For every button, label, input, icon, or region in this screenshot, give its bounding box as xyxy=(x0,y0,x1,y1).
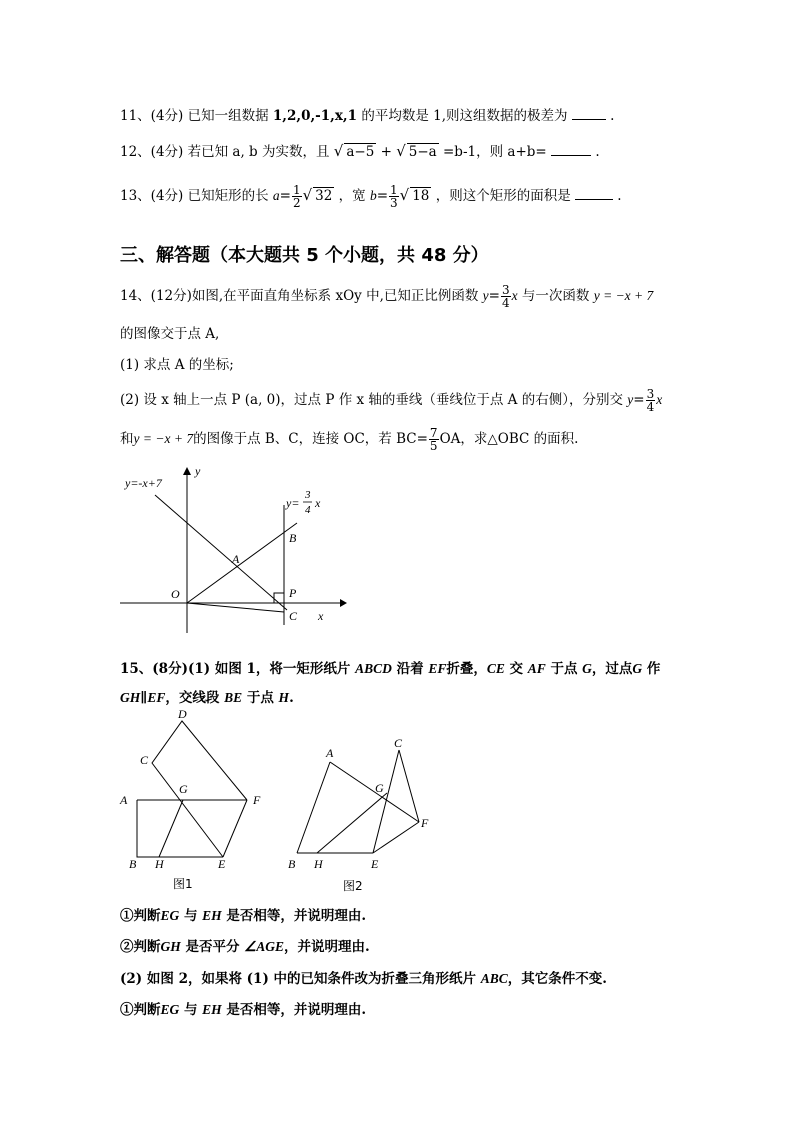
circled-one: ① xyxy=(120,1002,134,1018)
q15-sub-1 xyxy=(120,904,366,924)
q15-s1-a: 判断 xyxy=(133,908,161,924)
q15-abcd: ABCD xyxy=(355,661,392,676)
figure-2 xyxy=(285,730,445,915)
q15-s3-eg: EG xyxy=(160,1002,180,1017)
sqrt-sign: √ xyxy=(302,186,313,204)
label-f1-y: y= xyxy=(286,496,300,510)
q12-number: 12、(4分) xyxy=(120,144,184,160)
q15-s3-eh: EH xyxy=(202,1002,222,1017)
label-line-eq: y=-x+7 xyxy=(125,476,162,490)
q14-f1-x: x xyxy=(656,392,663,407)
question-14: 14、(12分)如图,在平面直角坐标系 xOy 中,已知正比例函数 y= $\frac{3}{4}$ x 与一次函数 y = −x + 7 xyxy=(120,283,654,310)
q15-line2-f: 于点 xyxy=(246,690,274,706)
fraction: $\frac{1}{3}$ xyxy=(390,183,398,210)
fig2-segment-gh xyxy=(317,793,387,853)
q13-a-var: a xyxy=(272,188,280,203)
fig1-folded-part xyxy=(152,721,247,857)
point-o: O xyxy=(171,587,180,601)
q15-sub-2 xyxy=(120,935,370,955)
answer-blank[interactable] xyxy=(575,187,613,200)
q15-sub-3 xyxy=(120,998,366,1018)
q14-f1-y: y xyxy=(482,288,489,303)
q12-radicand-1: a−5 xyxy=(346,144,375,160)
q15-p2-abc: ABC xyxy=(480,971,508,986)
q15-ef2: EF xyxy=(147,690,166,705)
fig2-label-b: B xyxy=(288,857,296,871)
line-y-three-quarters-x xyxy=(187,523,297,603)
sqrt-sign: √ xyxy=(333,142,344,160)
fig2-label-f: F xyxy=(421,816,429,830)
q13-number: 13、(4分) xyxy=(120,188,184,204)
q15-be: BE xyxy=(224,690,243,705)
question-15 xyxy=(120,657,660,677)
circled-one: ① xyxy=(120,908,134,924)
q14-part-1: (1) 求点 A 的坐标; xyxy=(120,357,234,373)
fig1-label-f: F xyxy=(253,793,261,807)
fig1-label-e: E xyxy=(218,857,226,871)
fig2-caption: 图2 xyxy=(343,879,363,893)
point-p: P xyxy=(289,586,297,600)
answer-blank[interactable] xyxy=(551,143,591,156)
fraction: $\frac{1}{2}$ xyxy=(292,183,301,210)
q14-f1-x: x xyxy=(511,288,518,303)
q13-text-a: 已知矩形的长 xyxy=(187,188,269,204)
q15-line2-d: ，交线段 xyxy=(165,690,220,706)
fig1-label-g: G xyxy=(179,782,188,796)
q13-end: . xyxy=(617,188,622,204)
point-b: B xyxy=(289,531,297,545)
q15-s1-b: 与 xyxy=(183,908,198,924)
q15-text-g: 作 xyxy=(646,661,661,677)
q15-ce: CE xyxy=(486,661,505,676)
q15-text-b: 沿着 xyxy=(396,661,424,677)
question-13: 13、(4分) 已知矩形的长 a= $\frac{1}{2}$ √ 32 ，宽 b= $\frac{1}{3}$ √ 18 ，则这个矩形的面积是 . xyxy=(120,183,622,210)
fig1-label-h: H xyxy=(155,857,164,871)
q11-end: . xyxy=(610,108,615,124)
q15-s1-eh: EH xyxy=(202,908,222,923)
q14-part-2-cont xyxy=(120,427,578,452)
q14-part2-text-c: 的图像于点 B、C，连接 OC，若 BC= xyxy=(193,431,428,447)
q15-s2-gh: GH xyxy=(160,939,181,954)
q15-s3-c: 是否相等，并说明理由. xyxy=(226,1002,367,1018)
q15-text-a: (1) 如图 1，将一矩形纸片 xyxy=(187,661,351,677)
q14-f2: y = −x + 7 xyxy=(133,431,194,446)
fraction: $\frac{7}{5}$ xyxy=(429,426,438,453)
q11-text-a: 已知一组数据 xyxy=(187,108,269,124)
fig1-label-d: D xyxy=(178,707,187,721)
fig2-segment-bc-left xyxy=(297,762,330,853)
section-heading: 三、解答题（本大题共 5 个小题，共 48 分） xyxy=(120,245,489,266)
q12-end: . xyxy=(595,144,600,160)
sqrt-sign: √ xyxy=(399,186,410,204)
q13-text-b: ，宽 xyxy=(338,188,366,204)
q12-text-a: 若已知 a, b 为实数，且 xyxy=(187,144,330,160)
fraction: $\frac{3}{4}$ xyxy=(501,283,510,310)
fig1-rectangle-part xyxy=(137,800,223,857)
q15-line-2 xyxy=(120,686,294,706)
q14-f1-y: y xyxy=(627,392,634,407)
q15-g: G xyxy=(582,661,592,676)
point-c: C xyxy=(289,609,298,623)
q15-s3-a: 判断 xyxy=(133,1002,161,1018)
q14-line-2: 的图像交于点 A, xyxy=(120,326,220,342)
fraction: $\frac{3}{4}$ xyxy=(646,387,655,414)
q15-p2-a: (2) 如图 2，如果将 (1) 中的已知条件改为折叠三角形纸片 xyxy=(120,971,477,987)
q15-p2-b: ，其它条件不变. xyxy=(507,971,607,987)
q15-number: 15、(8分) xyxy=(120,661,188,677)
coordinate-graph xyxy=(115,465,355,635)
q13-a-radicand: 32 xyxy=(315,188,333,204)
q12-plus: + xyxy=(380,144,392,160)
q15-h: H xyxy=(278,690,290,705)
y-axis-arrow xyxy=(183,467,191,475)
q15-s3-b: 与 xyxy=(183,1002,198,1018)
label-x-axis: x xyxy=(318,609,324,623)
q13-b-var: b xyxy=(369,188,377,203)
label-f1-num: 3 xyxy=(305,489,311,501)
q14-number: 14、(12分) xyxy=(120,288,192,304)
q15-g2: G xyxy=(632,661,643,676)
q15-ef: EF xyxy=(428,661,447,676)
fig2-label-e: E xyxy=(371,857,379,871)
q14-part2-text-d: OA，求△OBC 的面积. xyxy=(439,431,579,447)
fig2-segment-cf xyxy=(399,750,419,822)
question-11 xyxy=(120,104,614,124)
fig1-segment-gh xyxy=(159,800,183,857)
fig2-label-g: G xyxy=(375,781,384,795)
fig1-label-a: A xyxy=(120,793,128,807)
fig2-label-c: C xyxy=(394,736,403,750)
fig1-segment-fe xyxy=(223,800,247,857)
q15-text-d: 交 xyxy=(509,661,524,677)
q15-s1-c: 是否相等，并说明理由. xyxy=(226,908,367,924)
q14-text-b: 与一次函数 xyxy=(521,288,590,304)
fig2-label-a: A xyxy=(326,746,334,760)
x-axis-arrow xyxy=(340,599,347,607)
q15-gh: GH xyxy=(120,690,141,705)
q13-text-c: ，则这个矩形的面积是 xyxy=(435,188,571,204)
figure-1 xyxy=(115,705,285,890)
q15-parallel: ∥ xyxy=(140,690,148,706)
q15-s2-c: ，并说明理由. xyxy=(284,939,370,955)
q15-s1-eg: EG xyxy=(160,908,180,923)
q11-data: 1,2,0,-1,x,1 xyxy=(272,108,358,124)
q12-radicand-2: 5−a xyxy=(408,144,437,160)
q15-line2-end: . xyxy=(289,690,294,706)
fig1-label-b: B xyxy=(129,857,137,871)
q15-text-f: ，过点 xyxy=(591,661,633,677)
q15-part-2 xyxy=(120,967,607,987)
q15-s2-angle: ∠AGE xyxy=(244,939,285,954)
fig2-label-h: H xyxy=(314,857,323,871)
circled-two: ② xyxy=(120,939,134,955)
question-12 xyxy=(120,140,600,160)
q13-b-radicand: 18 xyxy=(412,188,430,204)
q15-text-c: 折叠， xyxy=(446,661,487,677)
q15-s2-a: 判断 xyxy=(133,939,161,955)
sqrt-sign: √ xyxy=(396,142,406,160)
q12-text-b: =b-1，则 a+b= xyxy=(443,144,547,160)
fig1-label-c: C xyxy=(140,753,149,767)
fig1-caption: 图1 xyxy=(173,877,193,890)
segment-oc xyxy=(187,603,284,612)
label-f1-x: x xyxy=(315,496,321,510)
point-a: A xyxy=(232,552,240,566)
q15-text-e: 于点 xyxy=(550,661,578,677)
answer-blank[interactable] xyxy=(572,107,606,120)
right-angle-mark xyxy=(274,593,284,603)
label-f1-den: 4 xyxy=(305,504,311,516)
q11-number: 11、(4分) xyxy=(120,108,184,124)
q14-text-a: 如图,在平面直角坐标系 xOy 中,已知正比例函数 xyxy=(191,288,479,304)
q15-s2-b: 是否平分 xyxy=(185,939,240,955)
q14-part2-text-a: (2) 设 x 轴上一点 P (a, 0)，过点 P 作 x 轴的垂线（垂线位于点 A 的右侧），分别交 xyxy=(120,392,623,408)
q14-part2-text-b: 和 xyxy=(120,431,134,447)
q14-part-2: (2) 设 x 轴上一点 P (a, 0)，过点 P 作 x 轴的垂线（垂线位于点 A 的右侧），分别交 y= $\frac{3}{4}$ x xyxy=(120,387,663,414)
q14-f2: y = −x + 7 xyxy=(593,288,654,303)
q11-text-b: 的平均数是 1,则这组数据的极差为 xyxy=(361,108,568,124)
label-y-axis: y xyxy=(195,465,201,478)
q15-af: AF xyxy=(527,661,546,676)
